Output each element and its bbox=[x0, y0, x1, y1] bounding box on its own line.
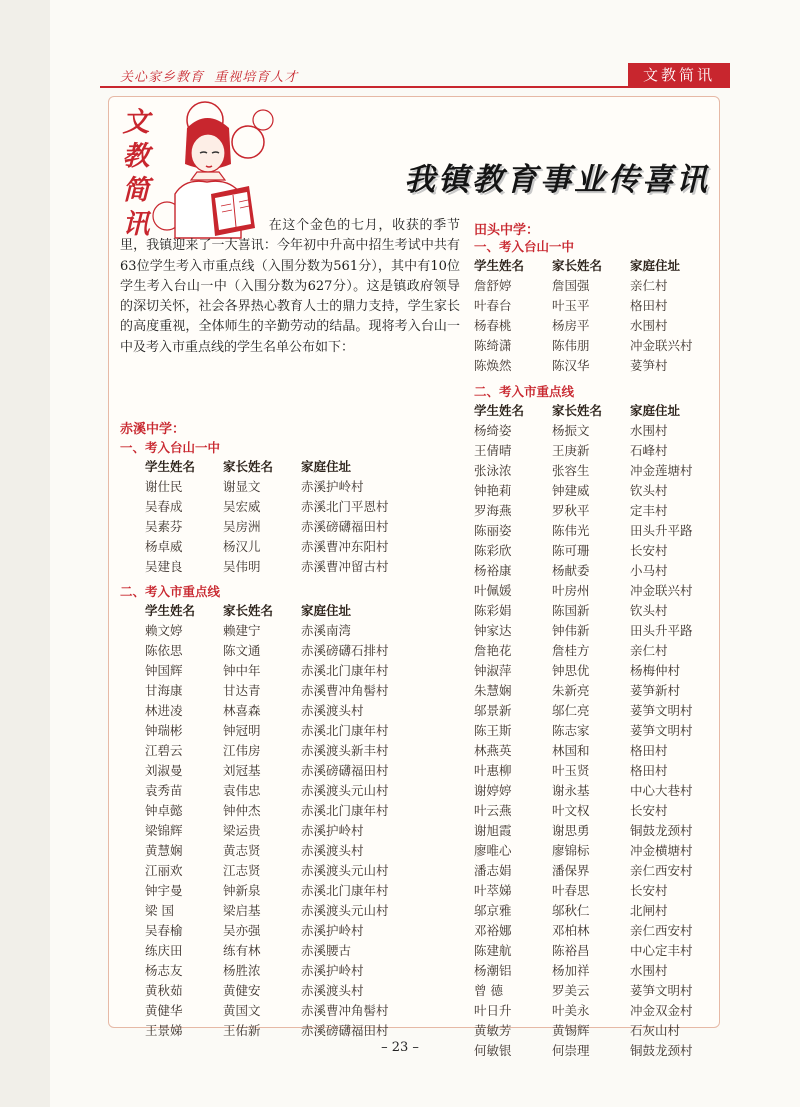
table-row bbox=[474, 740, 693, 760]
table-row bbox=[145, 720, 389, 740]
group-title-chixi-taishan: 一、考入台山一中 bbox=[120, 440, 221, 455]
article-intro bbox=[120, 216, 460, 358]
student-name-cell: 叶云燕 bbox=[474, 803, 512, 818]
address-cell: 石峰村 bbox=[630, 443, 668, 458]
student-name-cell: 陈依思 bbox=[145, 643, 183, 658]
address-cell: 冲金莲塘村 bbox=[630, 463, 693, 478]
address-cell: 钦头村 bbox=[630, 603, 668, 618]
parent-name-cell: 杨加祥 bbox=[552, 963, 590, 978]
list-chixi-keyline bbox=[145, 600, 389, 1040]
parent-name-cell: 吴伟明 bbox=[223, 559, 261, 574]
table-row bbox=[474, 660, 693, 680]
table-row bbox=[145, 556, 389, 576]
address-cell: 赤溪磅礴福田村 bbox=[301, 763, 389, 778]
parent-name-cell: 詹国强 bbox=[552, 278, 590, 293]
column-header: 家庭住址 bbox=[630, 403, 681, 418]
parent-name-cell: 甘达青 bbox=[223, 683, 261, 698]
school-name-chixi: 赤溪中学： bbox=[120, 422, 186, 437]
column-header: 学生姓名 bbox=[474, 403, 525, 418]
column-header: 家长姓名 bbox=[223, 459, 274, 474]
parent-name-cell: 陈伟光 bbox=[552, 523, 590, 538]
table-row bbox=[145, 920, 389, 940]
address-cell: 格田村 bbox=[630, 298, 668, 313]
table-row bbox=[474, 700, 693, 720]
column-header: 家长姓名 bbox=[223, 603, 274, 618]
student-name-cell: 钟家达 bbox=[474, 623, 512, 638]
address-cell: 赤溪曹冲留古村 bbox=[301, 559, 389, 574]
student-name-cell: 吴素芬 bbox=[145, 519, 183, 534]
table-row bbox=[474, 960, 693, 980]
student-name-cell: 王倩晴 bbox=[474, 443, 512, 458]
student-name-cell: 陈丽姿 bbox=[474, 523, 512, 538]
parent-name-cell: 张容生 bbox=[552, 463, 590, 478]
student-name-cell: 钟国辉 bbox=[145, 663, 183, 678]
student-name-cell: 杨春桃 bbox=[474, 318, 512, 333]
parent-name-cell: 江伟房 bbox=[223, 743, 261, 758]
address-cell: 亲仁村 bbox=[630, 643, 668, 658]
table-row bbox=[474, 460, 693, 480]
student-name-cell: 黄健华 bbox=[145, 1003, 183, 1018]
parent-name-cell: 叶美永 bbox=[552, 1003, 590, 1018]
parent-name-cell: 黄志贤 bbox=[223, 843, 261, 858]
parent-name-cell: 王庚新 bbox=[552, 443, 590, 458]
address-cell: 冲金横塘村 bbox=[630, 843, 693, 858]
table-row bbox=[145, 700, 389, 720]
parent-name-cell: 钟新泉 bbox=[223, 883, 261, 898]
parent-name-cell: 陈志家 bbox=[552, 723, 590, 738]
address-cell: 长安村 bbox=[630, 883, 668, 898]
student-name-cell: 潘志娟 bbox=[474, 863, 512, 878]
parent-name-cell: 陈汉华 bbox=[552, 358, 590, 373]
parent-name-cell: 钟冠明 bbox=[223, 723, 261, 738]
parent-name-cell: 吴房洲 bbox=[223, 519, 261, 534]
table-row bbox=[474, 275, 693, 295]
table-row bbox=[145, 640, 389, 660]
parent-name-cell: 陈文通 bbox=[223, 643, 261, 658]
address-cell: 赤溪腰古 bbox=[301, 943, 352, 958]
address-cell: 荽笋文明村 bbox=[630, 723, 693, 738]
table-row bbox=[474, 1000, 693, 1020]
student-name-cell: 朱慧娴 bbox=[474, 683, 512, 698]
table-row bbox=[474, 640, 693, 660]
table-row bbox=[474, 420, 693, 440]
student-name-cell: 杨绮姿 bbox=[474, 423, 512, 438]
student-name-cell: 杨裕康 bbox=[474, 563, 512, 578]
address-cell: 赤溪北门康年村 bbox=[301, 883, 389, 898]
table-row bbox=[474, 680, 693, 700]
address-cell: 冲金联兴村 bbox=[630, 583, 693, 598]
column-header: 学生姓名 bbox=[145, 459, 196, 474]
table-row bbox=[474, 720, 693, 740]
table-row bbox=[474, 520, 693, 540]
table-row bbox=[145, 860, 389, 880]
table-row bbox=[474, 335, 693, 355]
student-name-cell: 谢婷婷 bbox=[474, 783, 512, 798]
address-cell: 赤溪护岭村 bbox=[301, 923, 364, 938]
address-cell: 赤溪渡头元山村 bbox=[301, 903, 389, 918]
address-cell: 荽笋村 bbox=[630, 358, 668, 373]
column-header: 学生姓名 bbox=[145, 603, 196, 618]
student-name-cell: 刘淑曼 bbox=[145, 763, 183, 778]
address-cell: 中心大巷村 bbox=[630, 783, 693, 798]
student-name-cell: 林燕英 bbox=[474, 743, 512, 758]
header-slogan: 关心家乡教育 重视培育人才 bbox=[120, 70, 299, 85]
list-tiantou-keyline bbox=[474, 400, 693, 1060]
parent-name-cell: 钟建威 bbox=[552, 483, 590, 498]
parent-name-cell: 罗秋平 bbox=[552, 503, 590, 518]
student-name-cell: 陈绮潇 bbox=[474, 338, 512, 353]
student-name-cell: 叶日升 bbox=[474, 1003, 512, 1018]
address-cell: 水围村 bbox=[630, 318, 668, 333]
address-cell: 赤溪渡头村 bbox=[301, 983, 364, 998]
address-cell: 铜鼓龙颈村 bbox=[630, 1043, 693, 1058]
table-row bbox=[145, 820, 389, 840]
group-title-chixi-keyline: 二、考入市重点线 bbox=[120, 584, 221, 599]
student-name-cell: 黄秋茹 bbox=[145, 983, 183, 998]
address-cell: 定丰村 bbox=[630, 503, 668, 518]
student-name-cell: 叶佩媛 bbox=[474, 583, 512, 598]
student-name-cell: 江丽欢 bbox=[145, 863, 183, 878]
group-title-tiantou-keyline: 二、考入市重点线 bbox=[474, 384, 575, 399]
parent-name-cell: 陈伟朋 bbox=[552, 338, 590, 353]
address-cell: 铜鼓龙颈村 bbox=[630, 823, 693, 838]
parent-name-cell: 谢思勇 bbox=[552, 823, 590, 838]
parent-name-cell: 邬仁亮 bbox=[552, 703, 590, 718]
column-header: 家庭住址 bbox=[630, 258, 681, 273]
table-row bbox=[474, 540, 693, 560]
table-row bbox=[145, 980, 389, 1000]
table-row bbox=[474, 840, 693, 860]
student-name-cell: 叶萃娣 bbox=[474, 883, 512, 898]
address-cell: 荽笋文明村 bbox=[630, 983, 693, 998]
student-name-cell: 罗海燕 bbox=[474, 503, 512, 518]
address-cell: 石灰山村 bbox=[630, 1023, 681, 1038]
parent-name-cell: 潘保界 bbox=[552, 863, 590, 878]
address-cell: 冲金双金村 bbox=[630, 1003, 693, 1018]
table-row bbox=[145, 840, 389, 860]
intro-text: 在这个金色的七月，收获的季节里，我镇迎来了一大喜讯：今年初中升高中招生考试中共有63位学生考入市重点线（入围分数为561分），其中有10位学生考入台山一中（入围分数为627分）。这是镇政府领导的深切关怀，社会各界热心教育人士的鼎力支持，学生家长的高度重视，全体师生的辛勤劳动的结晶。现将考入台山一中及考入市重点线的学生名单公布如下： bbox=[120, 218, 460, 355]
parent-name-cell: 罗美云 bbox=[552, 983, 590, 998]
table-row bbox=[474, 500, 693, 520]
table-row bbox=[474, 800, 693, 820]
student-name-cell: 廖唯心 bbox=[474, 843, 512, 858]
table-header-row bbox=[474, 255, 693, 275]
table-row bbox=[474, 440, 693, 460]
parent-name-cell: 何崇理 bbox=[552, 1043, 590, 1058]
parent-name-cell: 王佑新 bbox=[223, 1023, 261, 1038]
parent-name-cell: 钟思优 bbox=[552, 663, 590, 678]
table-row bbox=[145, 680, 389, 700]
student-name-cell: 黄慧娴 bbox=[145, 843, 183, 858]
address-cell: 赤溪北门康年村 bbox=[301, 803, 389, 818]
address-cell: 赤溪渡头元山村 bbox=[301, 783, 389, 798]
address-cell: 田头升平路 bbox=[630, 523, 693, 538]
student-name-cell: 钟宇曼 bbox=[145, 883, 183, 898]
table-row bbox=[474, 620, 693, 640]
table-row bbox=[474, 1020, 693, 1040]
parent-name-cell: 吴亦强 bbox=[223, 923, 261, 938]
page-number: – 23 – bbox=[381, 1040, 419, 1055]
table-row bbox=[474, 860, 693, 880]
student-name-cell: 陈彩娟 bbox=[474, 603, 512, 618]
table-row bbox=[145, 960, 389, 980]
school-name-tiantou: 田头中学： bbox=[474, 223, 540, 238]
table-row bbox=[145, 516, 389, 536]
student-name-cell: 叶惠柳 bbox=[474, 763, 512, 778]
student-name-cell: 曾 德 bbox=[474, 983, 503, 998]
table-row bbox=[145, 780, 389, 800]
table-row bbox=[145, 620, 389, 640]
address-cell: 赤溪北门康年村 bbox=[301, 723, 389, 738]
address-cell: 赤溪曹冲角髻村 bbox=[301, 683, 389, 698]
student-name-cell: 张泳浓 bbox=[474, 463, 512, 478]
table-row bbox=[145, 660, 389, 680]
address-cell: 赤溪磅礴福田村 bbox=[301, 1023, 389, 1038]
parent-name-cell: 黄锡辉 bbox=[552, 1023, 590, 1038]
address-cell: 钦头村 bbox=[630, 483, 668, 498]
address-cell: 赤溪渡头村 bbox=[301, 843, 364, 858]
parent-name-cell: 叶玉平 bbox=[552, 298, 590, 313]
parent-name-cell: 朱新亮 bbox=[552, 683, 590, 698]
parent-name-cell: 钟伟新 bbox=[552, 623, 590, 638]
student-name-cell: 钟瑞彬 bbox=[145, 723, 183, 738]
parent-name-cell: 黄国文 bbox=[223, 1003, 261, 1018]
student-name-cell: 王景娣 bbox=[145, 1023, 183, 1038]
table-row bbox=[474, 980, 693, 1000]
column-header: 学生姓名 bbox=[474, 258, 525, 273]
address-cell: 杨梅仲村 bbox=[630, 663, 681, 678]
table-row bbox=[474, 920, 693, 940]
student-name-cell: 钟艳莉 bbox=[474, 483, 512, 498]
table-row bbox=[474, 760, 693, 780]
address-cell: 亲仁西安村 bbox=[630, 863, 693, 878]
table-row bbox=[474, 780, 693, 800]
table-row bbox=[474, 560, 693, 580]
parent-name-cell: 刘冠基 bbox=[223, 763, 261, 778]
list-chixi-taishan bbox=[145, 456, 389, 576]
student-name-cell: 吴春榆 bbox=[145, 923, 183, 938]
table-row bbox=[474, 315, 693, 335]
parent-name-cell: 杨献委 bbox=[552, 563, 590, 578]
parent-name-cell: 钟仲杰 bbox=[223, 803, 261, 818]
table-row bbox=[145, 880, 389, 900]
parent-name-cell: 陈国新 bbox=[552, 603, 590, 618]
address-cell: 亲仁村 bbox=[630, 278, 668, 293]
student-name-cell: 赖文婷 bbox=[145, 623, 183, 638]
student-name-cell: 詹舒婷 bbox=[474, 278, 512, 293]
student-name-cell: 杨志友 bbox=[145, 963, 183, 978]
table-row bbox=[145, 760, 389, 780]
parent-name-cell: 吴宏威 bbox=[223, 499, 261, 514]
student-name-cell: 钟淑萍 bbox=[474, 663, 512, 678]
parent-name-cell: 梁运贵 bbox=[223, 823, 261, 838]
student-name-cell: 吴建良 bbox=[145, 559, 183, 574]
parent-name-cell: 叶春思 bbox=[552, 883, 590, 898]
student-name-cell: 谢旭霞 bbox=[474, 823, 512, 838]
address-cell: 赤溪曹冲角髻村 bbox=[301, 1003, 389, 1018]
group-title-tiantou-taishan: 一、考入台山一中 bbox=[474, 239, 575, 254]
table-header-row bbox=[474, 400, 693, 420]
address-cell: 格田村 bbox=[630, 763, 668, 778]
student-name-cell: 梁 国 bbox=[145, 903, 174, 918]
address-cell: 赤溪磅礴石排村 bbox=[301, 643, 389, 658]
table-header-row bbox=[145, 456, 389, 476]
parent-name-cell: 邓柏林 bbox=[552, 923, 590, 938]
address-cell: 长安村 bbox=[630, 543, 668, 558]
page-binding-margin bbox=[0, 0, 50, 1107]
address-cell: 小马村 bbox=[630, 563, 668, 578]
address-cell: 荽笋文明村 bbox=[630, 703, 693, 718]
address-cell: 长安村 bbox=[630, 803, 668, 818]
table-row bbox=[474, 820, 693, 840]
list-tiantou-taishan bbox=[474, 255, 693, 375]
address-cell: 赤溪护岭村 bbox=[301, 823, 364, 838]
parent-name-cell: 叶文权 bbox=[552, 803, 590, 818]
student-name-cell: 江碧云 bbox=[145, 743, 183, 758]
parent-name-cell: 林国和 bbox=[552, 743, 590, 758]
table-row bbox=[145, 900, 389, 920]
parent-name-cell: 袁伟忠 bbox=[223, 783, 261, 798]
student-name-cell: 钟卓懿 bbox=[145, 803, 183, 818]
parent-name-cell: 赖建宁 bbox=[223, 623, 261, 638]
article-headline: 我镇教育事业传喜讯 bbox=[404, 162, 710, 198]
address-cell: 赤溪北门康年村 bbox=[301, 663, 389, 678]
parent-name-cell: 邬秋仁 bbox=[552, 903, 590, 918]
table-row bbox=[474, 940, 693, 960]
parent-name-cell: 江志贤 bbox=[223, 863, 261, 878]
parent-name-cell: 梁启基 bbox=[223, 903, 261, 918]
student-name-cell: 邬京雅 bbox=[474, 903, 512, 918]
address-cell: 水围村 bbox=[630, 423, 668, 438]
column-header: 家长姓名 bbox=[552, 258, 603, 273]
student-name-cell: 詹艳花 bbox=[474, 643, 512, 658]
address-cell: 赤溪护岭村 bbox=[301, 963, 364, 978]
parent-name-cell: 陈裕昌 bbox=[552, 943, 590, 958]
student-name-cell: 梁锦辉 bbox=[145, 823, 183, 838]
address-cell: 赤溪南湾 bbox=[301, 623, 352, 638]
parent-name-cell: 谢永基 bbox=[552, 783, 590, 798]
student-name-cell: 叶春台 bbox=[474, 298, 512, 313]
parent-name-cell: 杨胜浓 bbox=[223, 963, 261, 978]
address-cell: 赤溪北门平恩村 bbox=[301, 499, 389, 514]
student-name-cell: 陈彩欣 bbox=[474, 543, 512, 558]
table-row bbox=[474, 355, 693, 375]
student-name-cell: 陈焕然 bbox=[474, 358, 512, 373]
table-row bbox=[145, 536, 389, 556]
section-badge: 文教简讯 bbox=[628, 63, 730, 88]
table-row bbox=[474, 580, 693, 600]
address-cell: 亲仁西安村 bbox=[630, 923, 693, 938]
address-cell: 赤溪曹冲东阳村 bbox=[301, 539, 389, 554]
table-row bbox=[145, 1020, 389, 1040]
address-cell: 赤溪磅礴福田村 bbox=[301, 519, 389, 534]
student-name-cell: 练庆田 bbox=[145, 943, 183, 958]
parent-name-cell: 杨振文 bbox=[552, 423, 590, 438]
parent-name-cell: 钟中年 bbox=[223, 663, 261, 678]
parent-name-cell: 杨房平 bbox=[552, 318, 590, 333]
student-name-cell: 何敏银 bbox=[474, 1043, 512, 1058]
table-row bbox=[145, 800, 389, 820]
student-name-cell: 陈王斯 bbox=[474, 723, 512, 738]
address-cell: 田头升平路 bbox=[630, 623, 693, 638]
table-row bbox=[474, 295, 693, 315]
table-row bbox=[474, 880, 693, 900]
student-name-cell: 甘海康 bbox=[145, 683, 183, 698]
parent-name-cell: 谢显文 bbox=[223, 479, 261, 494]
column-title: 文教简讯 bbox=[122, 107, 150, 240]
parent-name-cell: 练有林 bbox=[223, 943, 261, 958]
address-cell: 水围村 bbox=[630, 963, 668, 978]
parent-name-cell: 詹桂方 bbox=[552, 643, 590, 658]
address-cell: 赤溪渡头元山村 bbox=[301, 863, 389, 878]
intro-indent-space bbox=[120, 219, 268, 229]
student-name-cell: 杨潮铝 bbox=[474, 963, 512, 978]
table-row bbox=[145, 740, 389, 760]
table-row bbox=[145, 1000, 389, 1020]
table-row bbox=[145, 476, 389, 496]
address-cell: 赤溪渡头新丰村 bbox=[301, 743, 389, 758]
student-name-cell: 袁秀苗 bbox=[145, 783, 183, 798]
table-row bbox=[474, 480, 693, 500]
address-cell: 赤溪渡头村 bbox=[301, 703, 364, 718]
address-cell: 冲金联兴村 bbox=[630, 338, 693, 353]
student-name-cell: 杨卓威 bbox=[145, 539, 183, 554]
address-cell: 北闸村 bbox=[630, 903, 668, 918]
parent-name-cell: 叶玉贤 bbox=[552, 763, 590, 778]
address-cell: 赤溪护岭村 bbox=[301, 479, 364, 494]
column-header: 家长姓名 bbox=[552, 403, 603, 418]
student-name-cell: 黄敏芳 bbox=[474, 1023, 512, 1038]
parent-name-cell: 廖锦标 bbox=[552, 843, 590, 858]
student-name-cell: 邬景新 bbox=[474, 703, 512, 718]
column-header: 家庭住址 bbox=[301, 459, 352, 474]
student-name-cell: 林进凌 bbox=[145, 703, 183, 718]
table-row bbox=[145, 496, 389, 516]
student-name-cell: 陈建航 bbox=[474, 943, 512, 958]
table-row bbox=[474, 900, 693, 920]
address-cell: 格田村 bbox=[630, 743, 668, 758]
parent-name-cell: 陈可珊 bbox=[552, 543, 590, 558]
parent-name-cell: 杨汉儿 bbox=[223, 539, 261, 554]
address-cell: 荽笋新村 bbox=[630, 683, 681, 698]
parent-name-cell: 叶房州 bbox=[552, 583, 590, 598]
column-header: 家庭住址 bbox=[301, 603, 352, 618]
student-name-cell: 吴春成 bbox=[145, 499, 183, 514]
address-cell: 中心定丰村 bbox=[630, 943, 693, 958]
student-name-cell: 邓裕娜 bbox=[474, 923, 512, 938]
table-row bbox=[145, 940, 389, 960]
table-row bbox=[474, 600, 693, 620]
parent-name-cell: 黄健安 bbox=[223, 983, 261, 998]
table-header-row bbox=[145, 600, 389, 620]
student-name-cell: 谢仕民 bbox=[145, 479, 183, 494]
parent-name-cell: 林喜森 bbox=[223, 703, 261, 718]
